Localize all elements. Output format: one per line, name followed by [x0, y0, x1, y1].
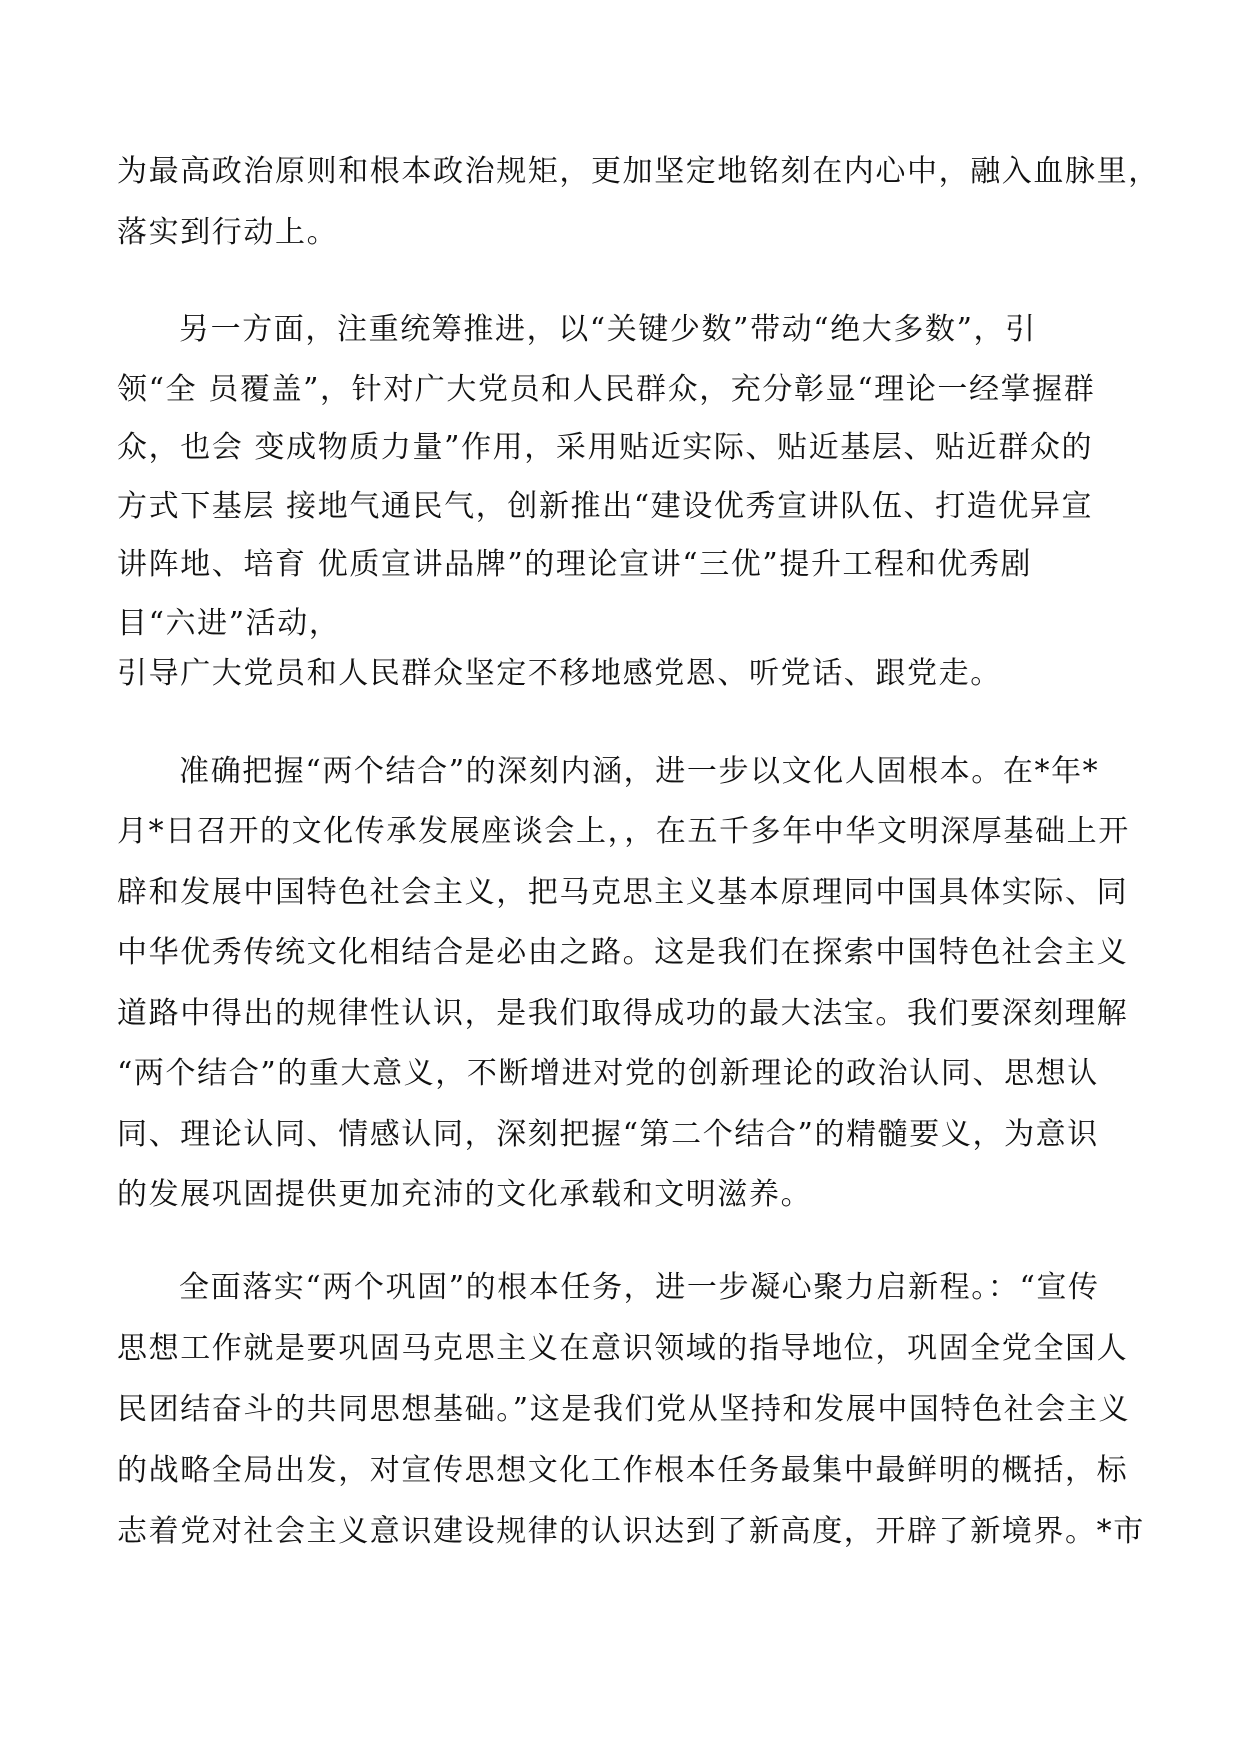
text-line: 志着党对社会主义意识建设规律的认识达到了新高度，开辟了新境界。*市 — [117, 1514, 1145, 1549]
text-line: “两个结合”的重大意义，不断增进对党的创新理论的政治认同、思想认 — [117, 1056, 1099, 1091]
text-line: 准确把握“两个结合”的深刻内涵，进一步以文化人固根本。在*年* — [179, 754, 1100, 789]
text-line: 领“全 员覆盖”，针对广大党员和人民群众，充分彰显“理论一经掌握群 — [117, 372, 1096, 407]
text-line: 落实到行动上。 — [117, 215, 339, 250]
text-line: 民团结奋斗的共同思想基础。”这是我们党从坚持和发展中国特色社会主义 — [117, 1392, 1131, 1427]
text-line: 方式下基层 接地气通民气，创新推出“建设优秀宣讲队伍、打造优异宣 — [117, 489, 1094, 524]
text-line: 的发展巩固提供更加充沛的文化承载和文明滋养。 — [117, 1177, 813, 1212]
text-line: 目“六进”活动， — [117, 606, 341, 641]
text-line: 中华优秀传统文化相结合是必由之路。这是我们在探索中国特色社会主义 — [117, 935, 1129, 970]
text-line: 的战略全局出发，对宣传思想文化工作根本任务最集中最鲜明的概括，标 — [117, 1453, 1129, 1488]
text-line: 辟和发展中国特色社会主义，把马克思主义基本原理同中国具体实际、同 — [117, 875, 1129, 910]
text-line: 思想工作就是要巩固马克思主义在意识领域的指导地位，巩固全党全国人 — [117, 1331, 1129, 1366]
text-line: 道路中得出的规律性认识，是我们取得成功的最大法宝。我们要深刻理解 — [117, 996, 1129, 1031]
text-line: 同、理论认同、情感认同，深刻把握“第二个结合”的精髓要义，为意识 — [117, 1117, 1099, 1152]
text-line: 全面落实“两个巩固”的根本任务，进一步凝心聚力启新程。：“宣传 — [179, 1270, 1100, 1305]
text-line: 为最高政治原则和根本政治规矩，更加坚定地铭刻在内心中，融入血脉里， — [117, 154, 1160, 189]
text-line: 月*日召开的文化传承发展座谈会上，，在五千多年中华文明深厚基础上开 — [117, 814, 1130, 849]
text-line: 引导广大党员和人民群众坚定不移地感党恩、听党话、跟党走。 — [117, 656, 1002, 691]
text-line: 另一方面，注重统筹推进，以“关键少数”带动“绝大多数”，引 — [179, 312, 1037, 347]
text-line: 众，也会 变成物质力量”作用，采用贴近实际、贴近基层、贴近群众的 — [117, 430, 1094, 465]
text-line: 讲阵地、培育 优质宣讲品牌”的理论宣讲“三优”提升工程和优秀剧 — [117, 547, 1033, 582]
